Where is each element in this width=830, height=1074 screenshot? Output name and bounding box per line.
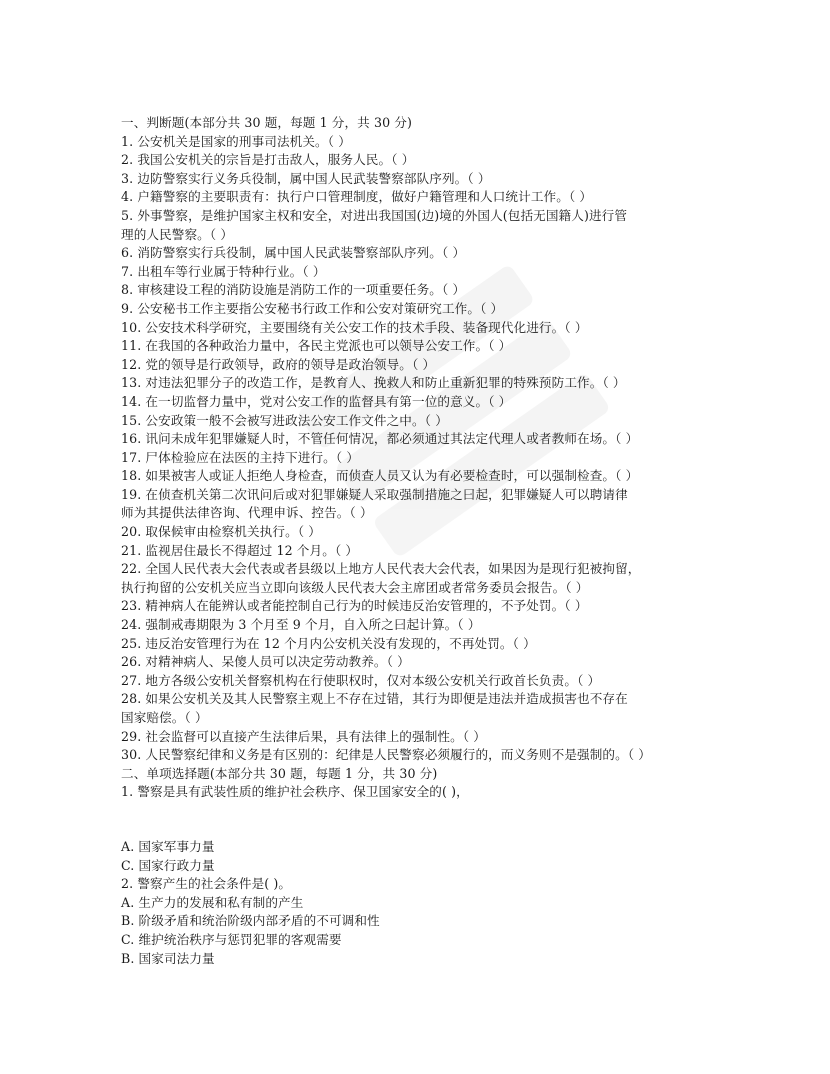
question-line: 2. 警察产生的社会条件是( )。 (121, 876, 292, 892)
question-line: 1. 警察是具有武装性质的维护社会秩序、保卫国家安全的( )， (121, 784, 469, 800)
document-body (121, 114, 711, 968)
blank-gap (121, 802, 711, 838)
question-line: 执行拘留的公安机关应当立即向该级人民代表大会主席团或者常务委员会报告。（ ） (121, 579, 589, 595)
question-line: B. 阶级矛盾和统治阶级内部矛盾的不可调和性 (121, 913, 380, 929)
question-line: 23. 精神病人在能辨认或者能控制自己行为的时候违反治安管理的，不予处罚。（ ） (121, 598, 588, 614)
question-line: 19. 在侦查机关第二次讯问后或对犯罪嫌疑人采取强制措施之曰起，犯罪嫌疑人可以聘请律 (121, 486, 628, 502)
question-line: 8. 审核建设工程的消防设施是消防工作的一项重要任务。（ ） (121, 282, 466, 298)
question-line: B. 国家司法力量 (121, 950, 215, 966)
judgment-questions (121, 133, 711, 765)
question-line: 国家赔偿。（ ） (121, 710, 208, 725)
question-line: 26. 对精神病人、呆傻人员可以决定劳动教养。（ ） (121, 654, 410, 670)
question-line: C. 国家行政力量 (121, 857, 215, 873)
question-line: 5. 外事警察，是维护国家主权和安全，对进出我国国(边)境的外国人(包括无国籍人)进行管 (121, 207, 628, 223)
question-line: A. 生产力的发展和私有制的产生 (121, 894, 304, 910)
question-line: 师为其提供法律咨询、代理申诉、控告。（ ） (121, 505, 373, 521)
question-line: 13. 对违法犯罪分子的改造工作，是教育人、挽救人和防止重新犯罪的特殊预防工作。（ ） (121, 375, 626, 391)
question-line: 24. 强制戒毒期限为 3 个月至 9 个月，自入所之曰起计算。（ ） (121, 617, 481, 633)
question-line: 12. 党的领导是行政领导，政府的领导是政治领导。（ ） (121, 356, 436, 372)
question-line: 17. 尸体检验应在法医的主持下进行。（ ） (121, 449, 360, 465)
question-line: 21. 监视居住最长不得超过 12 个月。（ ） (121, 542, 359, 558)
question-line: 22. 全国人民代表大会代表或者县级以上地方人民代表大会代表，如果因为是现行犯被拘留， (121, 561, 641, 577)
question-line: 28. 如果公安机关及其人民警察主观上不存在过错，其行为即便是违法并造成损害也不存在 (121, 691, 628, 707)
question-line: 16. 讯问未成年犯罪嫌疑人时，不管任何情况，都必须通过其法定代理人或者教师在场。（ ） (121, 431, 639, 447)
section-heading: 二、单项选择题(本部分共 30 题，每题 1 分，共 30 分) (121, 765, 438, 781)
section-heading: 一、判断题(本部分共 30 题，每题 1 分，共 30 分) (121, 115, 413, 130)
question-line: 1. 公安机关是国家的刑事司法机关。（ ） (121, 133, 351, 149)
question-line: 7. 出租车等行业属于特种行业。（ ） (121, 263, 326, 279)
question-line: 25. 违反治安管理行为在 12 个月内公安机关没有发现的，不再处罚。（ ） (121, 635, 536, 651)
question-line: C. 维护统治秩序与惩罚犯罪的客观需要 (121, 931, 342, 947)
question-line: 11. 在我国的各种政治力量中，各民主党派也可以领导公安工作。（ ） (121, 338, 512, 354)
question-line: 4. 户籍警察的主要职责有：执行户口管理制度，做好户籍管理和人口统计工作。（ ） (121, 189, 593, 205)
question-line: 10. 公安技术科学研究，主要围绕有关公安工作的技术手段、装备现代化进行。（ ） (121, 319, 588, 335)
question-line: 15. 公安政策一般不会被写进政法公安工作文件之中。（ ） (121, 412, 448, 428)
question-line: 30. 人民警察纪律和义务是有区别的：纪律是人民警察必须履行的，而义务则不是强制的。（ ） (121, 747, 651, 763)
question-line: 理的人民警察。（ ） (121, 226, 234, 242)
choice-questions (121, 838, 711, 968)
question-line: 29. 社会监督可以直接产生法律后果，具有法律上的强制性。（ ） (121, 728, 486, 744)
question-line: A. 国家军事力量 (121, 838, 215, 854)
question-line: 9. 公安秘书工作主要指公安秘书行政工作和公安对策研究工作。（ ） (121, 300, 504, 316)
question-line: 3. 边防警察实行义务兵役制，属中国人民武装警察部队序列。（ ） (121, 170, 491, 186)
question-line: 18. 如果被害人或证人拒绝人身检查，而侦查人员又认为有必要检查时，可以强制检查。（ ） (121, 468, 639, 484)
question-line: 2. 我国公安机关的宗旨是打击敌人，服务人民。（ ） (121, 152, 415, 168)
question-line: 27. 地方各级公安机关督察机构在行使职权时，仅对本级公安机关行政首长负责。（ ） (121, 672, 601, 688)
question-line: 6. 消防警察实行兵役制，属中国人民武装警察部队序列。（ ） (121, 245, 466, 261)
question-line: 14. 在一切监督力量中，党对公安工作的监督具有第一位的意义。（ ） (121, 393, 512, 409)
question-line: 20. 取保候审由检察机关执行。（ ） (121, 524, 321, 540)
